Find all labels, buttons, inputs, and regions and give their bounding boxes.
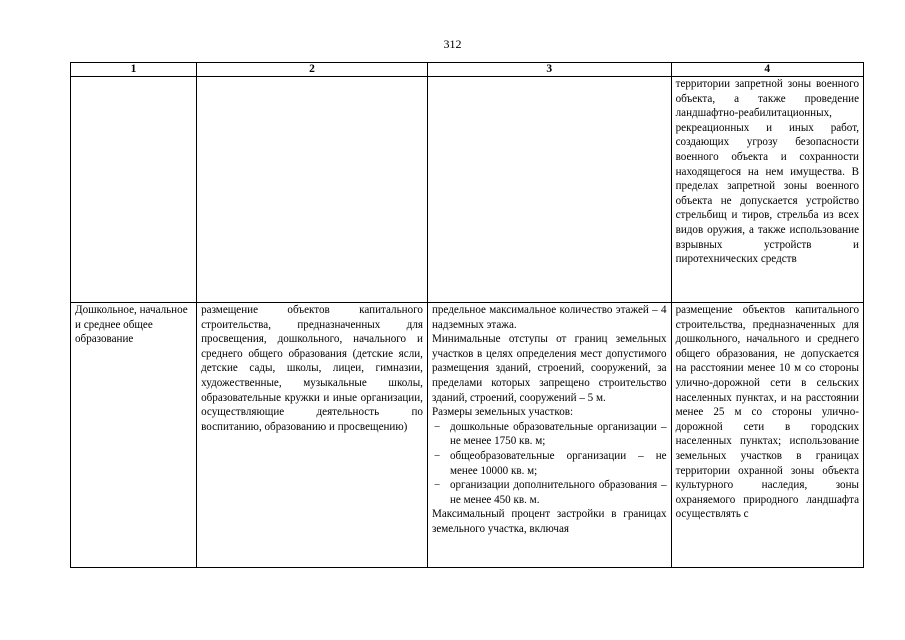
restrictions-cell: размещение объектов капитального строительства, предназначенных для дошкольного, начального и среднего общего образования, не допускается на расстоянии менее 10 м со стороны улично-дорожной сети в сельских населенных пунктах, и на расстоянии менее 25 м со стороны улично-дорожной сети в городских населенных пунктах; использование земельных участков в границах территории охранной зоны объекта культурного наследия, зоны охраняемого природного ландшафта осуществлять с: [671, 303, 863, 568]
restrictions-continued-cell: территории запретной зоны военного объекта, а также проведение ландшафтно-реабилитационных, рекреационных и иных работ, создающих угрозу безопасности военного объекта и сохранности находящегося на нем имущества. В пределах запретной зоны военного объекта не допускается устройство стрельбищ и тиров, стрельба из всех видов оружия, а также использование взрывных устройств и пиротехнических средств: [671, 77, 863, 303]
max-floors-text: предельное максимальное количество этажей – 4 надземных этажа.: [431, 304, 667, 331]
column-header-1: 1: [71, 63, 197, 77]
land-use-type-cell: Дошкольное, начальное и среднее общее образование: [71, 303, 197, 568]
table-cell-empty: [71, 77, 197, 303]
table-cell-empty: [197, 77, 428, 303]
plot-sizes-list: [432, 420, 667, 508]
list-item: − общеобразовательные организации – не менее 10000 кв. м;: [432, 449, 667, 478]
regulations-table: [70, 62, 864, 568]
column-header-4: 4: [671, 63, 863, 77]
max-coverage-text: Максимальный процент застройки в границах земельного участка, включая: [431, 508, 667, 535]
list-item: − дошкольные образовательные организации – не менее 1750 кв. м;: [432, 420, 667, 449]
setbacks-text: Минимальные отступы от границ земельных участков в целях определения мест допустимого размещения зданий, строений, сооружений, за пределами которых запрещено строительство зданий, строений, сооружений – 5 м.: [431, 333, 667, 404]
list-item: − организации дополнительного образования – не менее 450 кв. м.: [432, 478, 667, 507]
column-header-2: 2: [197, 63, 428, 77]
plot-sizes-heading: Размеры земельных участков:: [431, 406, 574, 419]
page-number: 312: [443, 37, 462, 51]
table-cell-empty: [427, 77, 671, 303]
parameters-cell: [427, 303, 671, 568]
land-use-description-cell: размещение объектов капитального строительства, предназначенных для просвещения, дошкольного, начального и среднего общего образования (детские ясли, детские сады, школы, лицеи, гимназии, художественные, музыкальные школы, образовательные кружки и иные организации, осуществляющие деятельность по воспитанию, образованию и просвещению): [197, 303, 428, 568]
table-header-row: [71, 63, 864, 77]
table-row: [71, 77, 864, 303]
table-row: [71, 303, 864, 568]
column-header-3: 3: [427, 63, 671, 77]
